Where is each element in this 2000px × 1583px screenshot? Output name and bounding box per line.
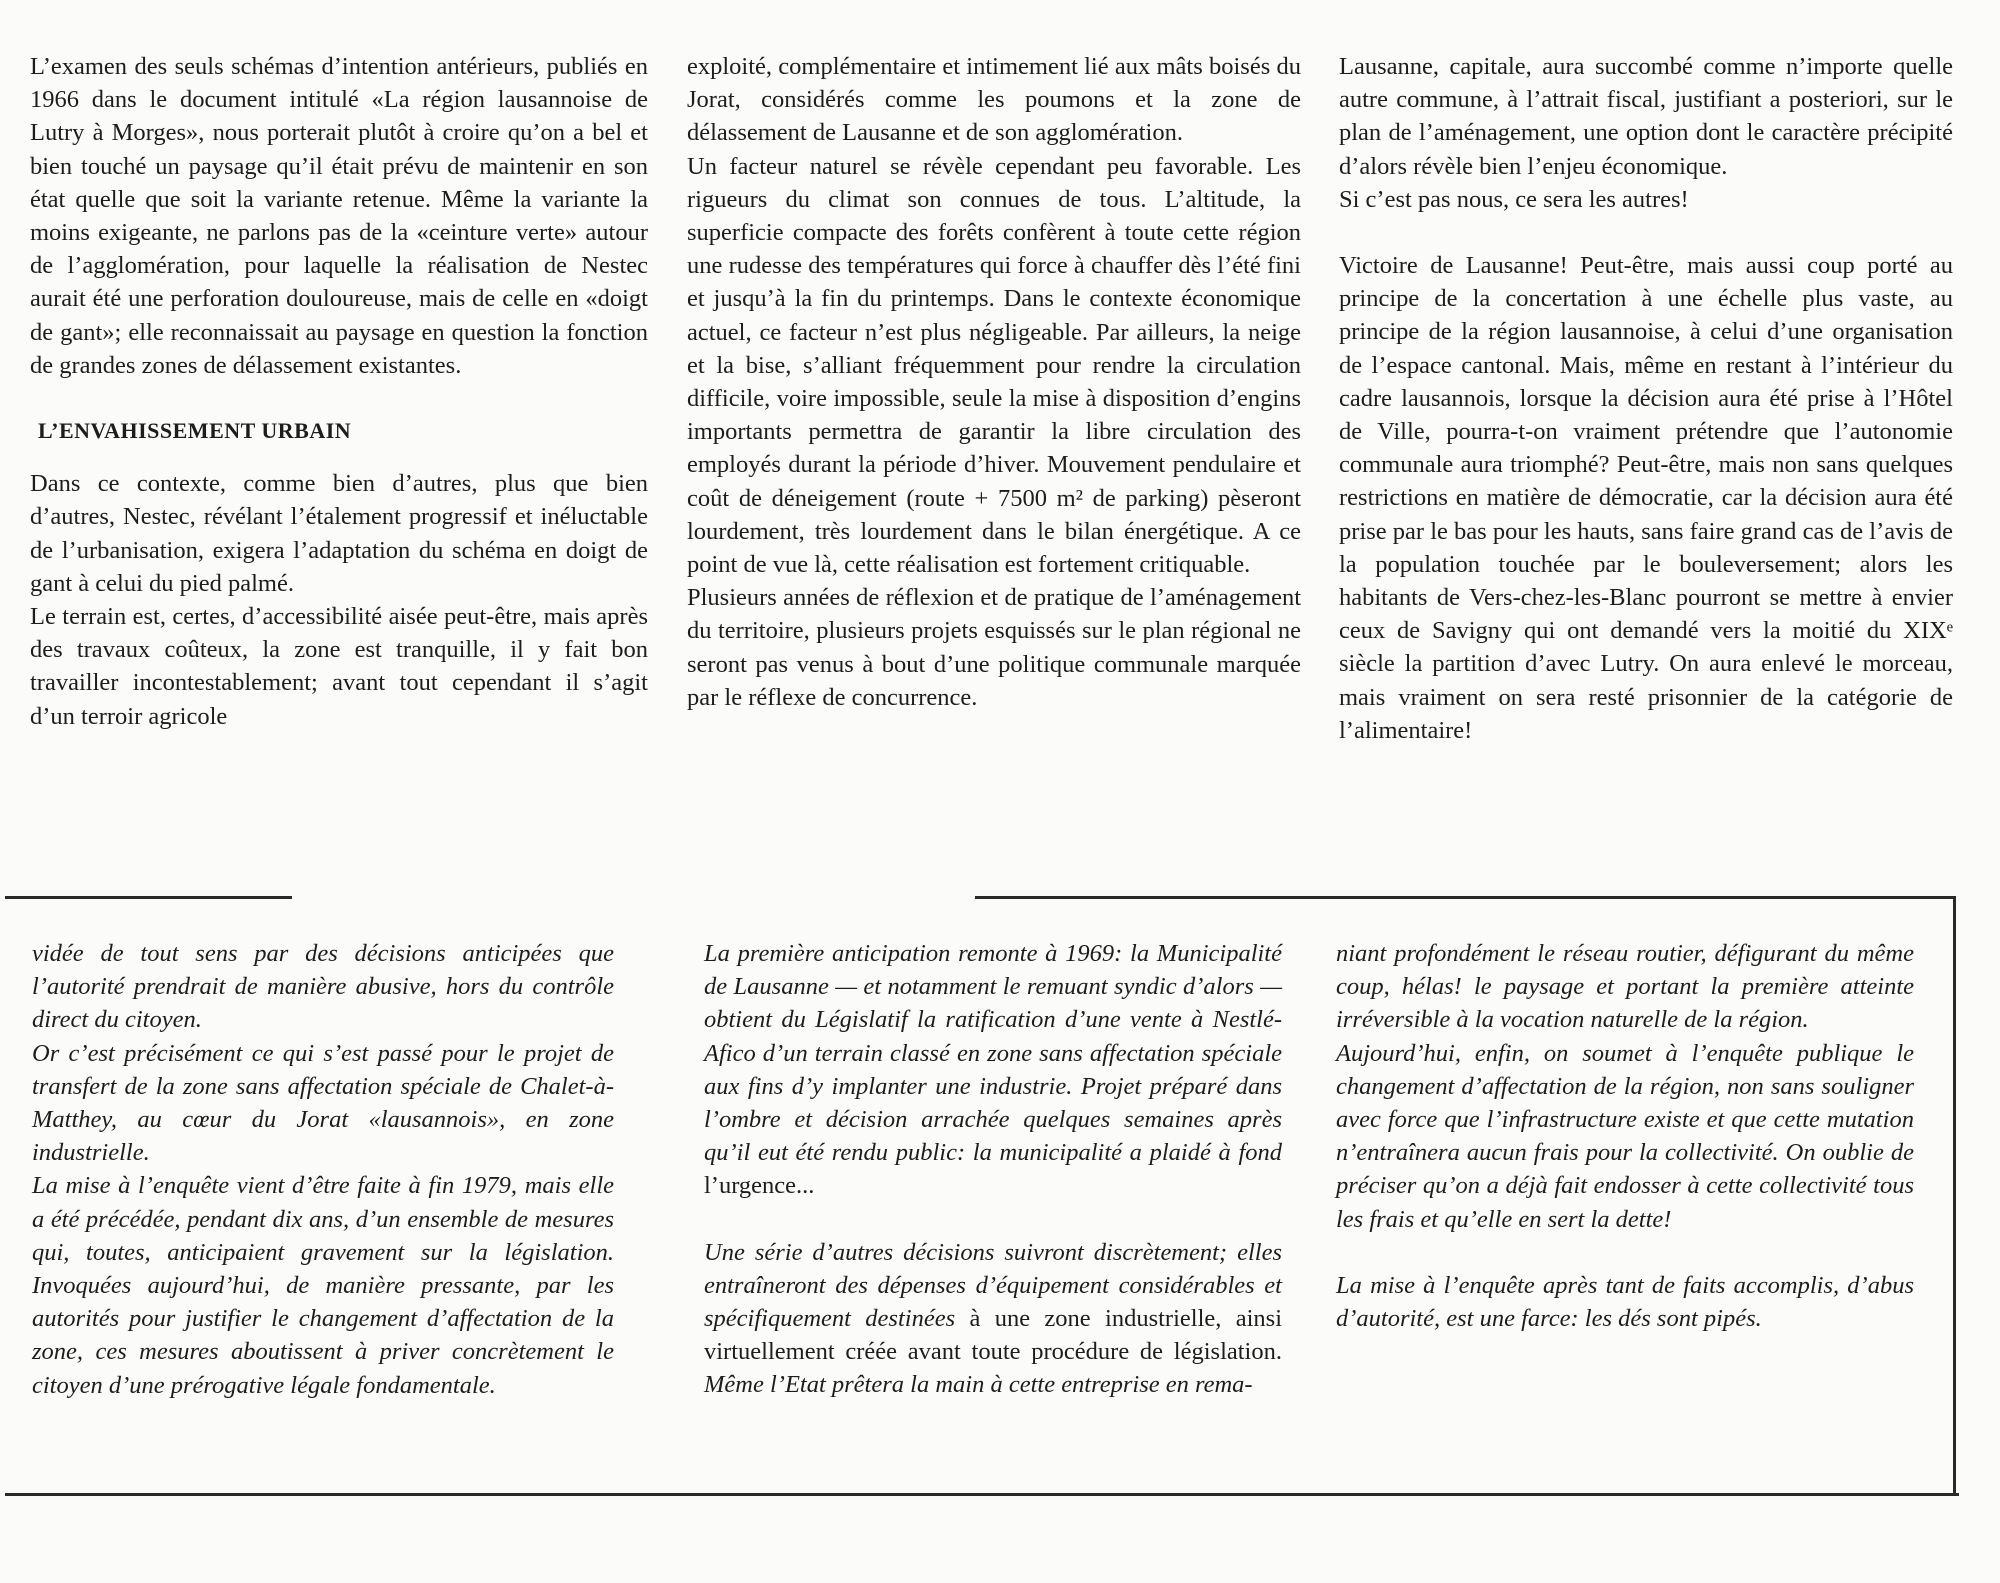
- paragraph: Lausanne, capitale, aura succombé comme n’importe quelle autre commune, à l’attrait fiscal, justifiant a posteriori, sur le plan de l’aménagement, une option dont le caractère précipité d’alors révèle bien l’enjeu économique.: [1339, 53, 1953, 180]
- paragraph-gap: [1339, 216, 1953, 249]
- box-rule-left: [5, 896, 292, 899]
- paragraph: La mise à l’enquête vient d’être faite à fin 1979, mais elle a été précédée, pendant dix ans, d’un ensemble de mesures qui, toutes, anticipaient gravement sur la législation. Invoquées aujourd’hui, de manière pressante, par les autorités pour justifier le changement d’affectation de la zone, ces mesures aboutissent à priver concrètement le citoyen d’une prérogative légale fondamentale.: [32, 1172, 614, 1399]
- paragraph: Dans ce contexte, comme bien d’autres, plus que bien d’autres, Nestec, révélant l’étalement progressif et inéluctable de l’urbanisation, exigera l’adaptation du schéma en doigt de gant à celui du pied palmé.: [30, 470, 648, 597]
- box-rule-bottom: [5, 1493, 1959, 1496]
- paragraph: exploité, complémentaire et intimement lié aux mâts boisés du Jorat, considérés comme les poumons et la zone de délassement de Lausanne et de son agglomération.: [687, 53, 1301, 147]
- paragraph-text: Une série d’autres décisions suivront discrètement; elles entraîneront des dépenses d’équipement considérables et spécifiquement destinées: [704, 1238, 1282, 1333]
- text-column-1: [30, 50, 648, 733]
- paragraph: [704, 1236, 1282, 1402]
- boxed-column-1: [32, 937, 614, 1402]
- paragraph: Le terrain est, certes, d’accessibilité aisée peut-être, mais après des travaux coûteux, la zone est tranquille, il y fait bon travailler incontestablement; avant tout cependant il s’agit d’un terroir agricole: [30, 603, 648, 730]
- paragraph: Aujourd’hui, enfin, on soumet à l’enquête publique le changement d’affectation de la région, non sans souligner avec force que l’infrastructure existe et que cette mutation n’entraînera aucun frais pour la collectivité. On oublie de préciser qu’on a déjà fait endosser à cette collectivité tous les frais et qu’elle en sert la dette!: [1336, 1039, 1914, 1233]
- paragraph: Plusieurs années de réflexion et de pratique de l’aménagement du territoire, plusieurs projets esquissés sur le plan régional ne seront pas venus à bout d’une politique communale marquée par le réflexe de concurrence.: [687, 584, 1301, 711]
- paragraph-text: Même l’Etat prêtera la main à cette entreprise en rema-: [704, 1371, 1253, 1399]
- paragraph: Si c’est pas nous, ce sera les autres!: [1339, 185, 1689, 213]
- paragraph: [704, 937, 1282, 1203]
- paragraph-text-upright: l’urgence...: [704, 1172, 815, 1200]
- section-heading: L’ENVAHISSEMENT URBAIN: [38, 418, 352, 444]
- boxed-column-2: [704, 937, 1282, 1402]
- text-column-2: [687, 50, 1301, 714]
- boxed-column-3: [1336, 937, 1914, 1335]
- paragraph: Un facteur naturel se révèle cependant peu favorable. Les rigueurs du climat son connues de tous. L’altitude, la superficie compacte des forêts confèrent à toute cette région une rudesse des températures qui force à chauffer dès l’été fini et jusqu’à la fin du printemps. Dans le contexte économique actuel, ce facteur n’est plus négligeable. Par ailleurs, la neige et la bise, s’alliant fréquemment pour rendre la circulation difficile, voire impossible, seule la mise à disposition d’engins importants permettra de garantir la libre circulation des employés durant la période d’hiver. Mouvement pendulaire et coût de déneigement (route + 7500 m² de parking) pèseront lourdement, très lourdement dans le bilan énergétique. A ce point de vue là, cette réalisation est fortement critiquable.: [687, 152, 1301, 579]
- paragraph-gap: [704, 1203, 1282, 1236]
- paragraph: vidée de tout sens par des décisions anticipées que l’autorité prendrait de manière abusive, hors du contrôle direct du citoyen.: [32, 940, 614, 1034]
- paragraph-text: La première anticipation remonte à 1969: la Municipalité de Lausanne — et notamment le remuant syndic d’alors — obtient du Législatif la ratification d’une vente à Nestlé-Afico d’un terrain classé en zone sans affectation spéciale aux fins d’y implanter une industrie. Projet préparé dans l’ombre et décision arrachée quelques semaines après qu’il eut été rendu public: la municipalité a plaidé à fond: [704, 940, 1282, 1167]
- paragraph: L’examen des seuls schémas d’intention antérieurs, publiés en 1966 dans le document intitulé «La région lausannoise de Lutry à Morges», nous porterait plutôt à croire qu’on a bel et bien touché un paysage qu’il était prévu de maintenir en son état quelle que soit la variante retenue. Même la variante la moins exigeante, ne parlons pas de la «ceinture verte» autour de l’agglomération, pour laquelle la réalisation de Nestec aurait été une perforation douloureuse, mais de celle en «doigt de gant»; elle reconnaissait au paysage en question la fonction de grandes zones de délassement existantes.: [30, 53, 648, 379]
- paragraph: Victoire de Lausanne! Peut-être, mais aussi coup porté au principe de la concertation à une échelle plus vaste, au principe de la région lausannoise, à celui d’une organisation de l’espace cantonal. Mais, même en restant à l’intérieur du cadre lausannois, lorsque la décision aura été prise à l’Hôtel de Ville, pourra-t-on vraiment prétendre que l’autonomie communale aura triomphé? Peut-être, mais non sans quelques restrictions en matière de démocratie, car la décision aura été prise par le bas pour les hauts, sans faire grand cas de l’avis de la population touchée par le bouleversement; alors les habitants de Vers-chez-les-Blanc pourront se mettre à envier ceux de Savigny qui ont demandé vers la moitié du XIXᵉ siècle la partition d’avec Lutry. On aura enlevé le morceau, mais vraiment on sera resté prisonnier de la catégorie de l’alimentaire!: [1339, 252, 1953, 744]
- paragraph-gap: [1336, 1236, 1914, 1269]
- text-column-3: [1339, 50, 1953, 747]
- paragraph: La mise à l’enquête après tant de faits accomplis, d’abus d’autorité, est une farce: les dés sont pipés.: [1336, 1271, 1914, 1333]
- paragraph: niant profondément le réseau routier, défigurant du même coup, hélas! le paysage et portant la première atteinte irréversible à la vocation naturelle de la région.: [1336, 940, 1914, 1034]
- paragraph: Or c’est précisément ce qui s’est passé pour le projet de transfert de la zone sans affectation spéciale de Chalet-à-Matthey, au cœur du Jorat «lausannois», en zone industrielle.: [32, 1039, 614, 1167]
- paragraph-text-upright: à une zone industrielle, ainsi virtuellement créée avant toute procédure de législation.: [704, 1305, 1282, 1366]
